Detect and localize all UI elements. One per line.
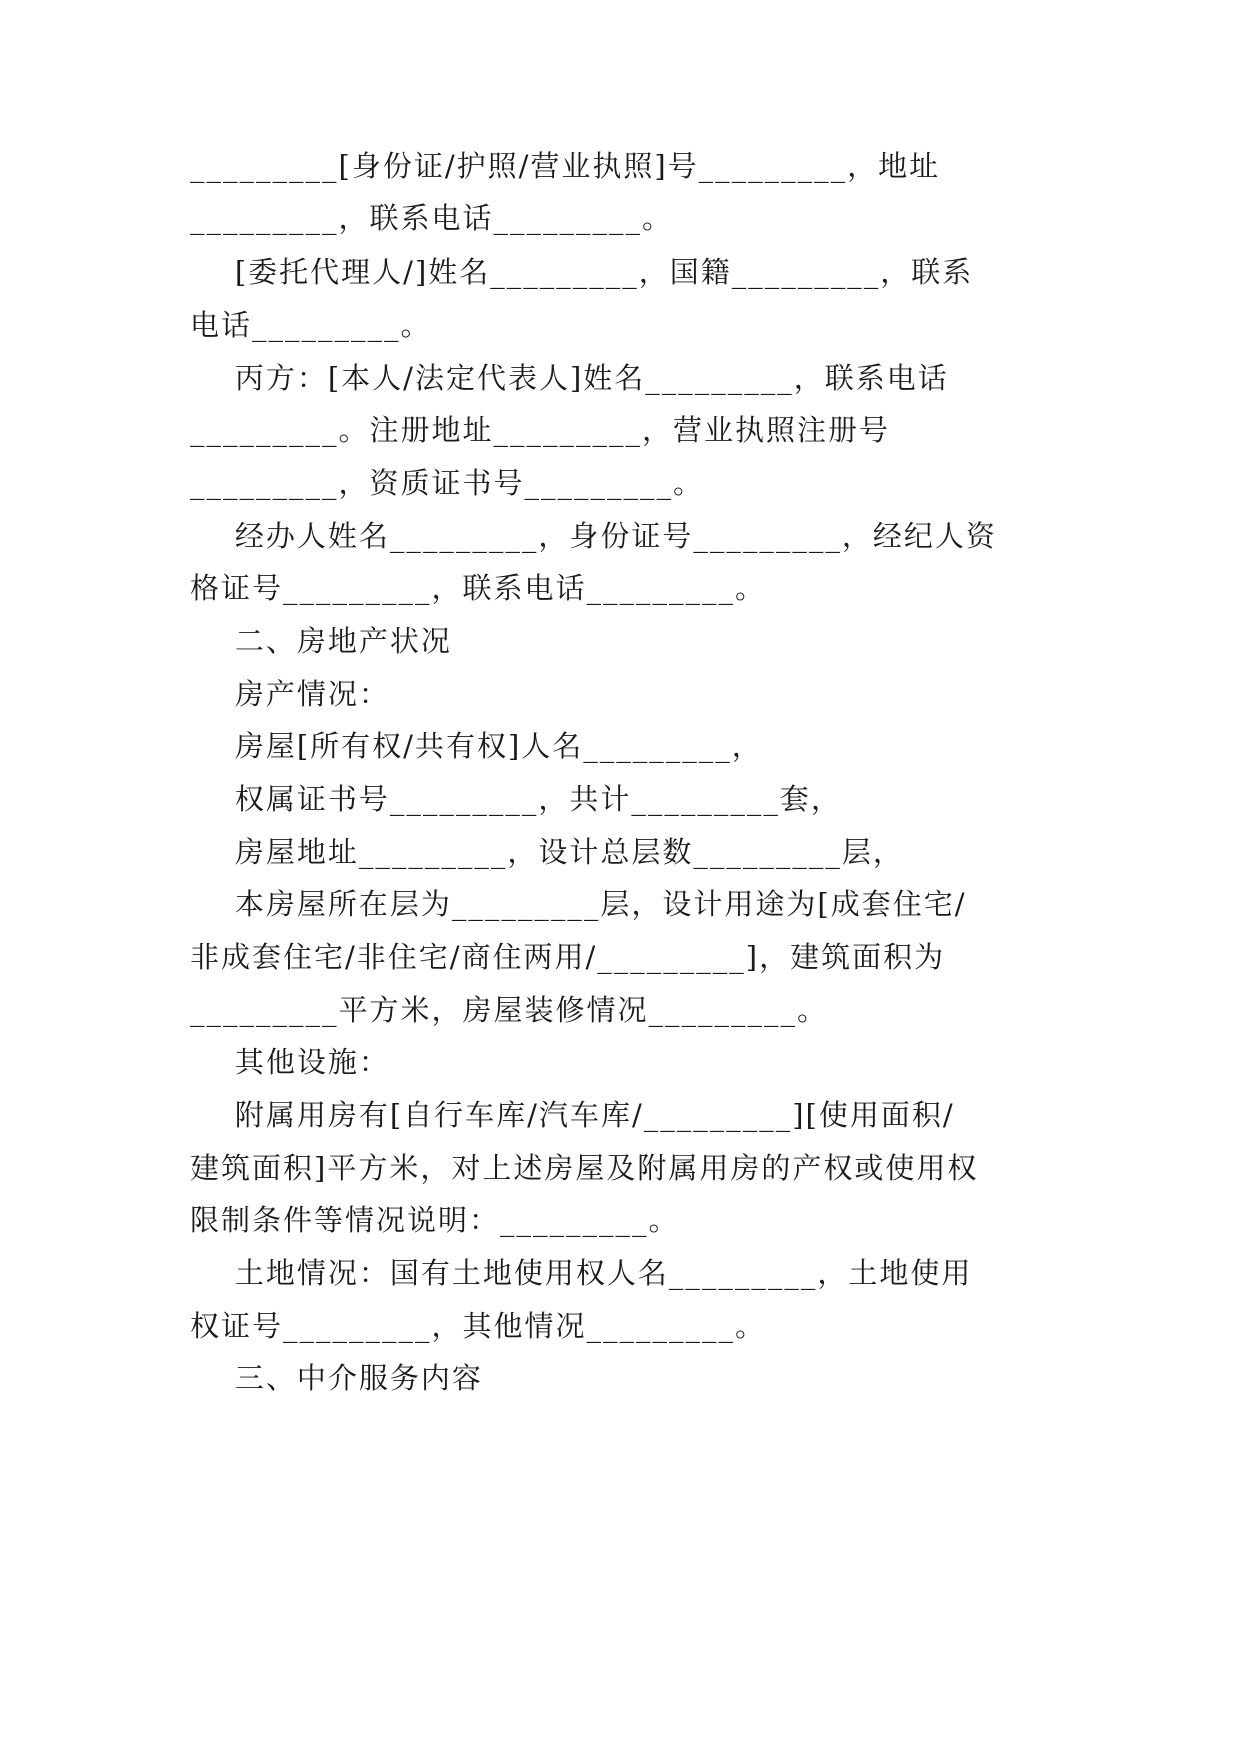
- text-line: 土地情况：国有土地使用权人名_________，土地使用: [190, 1256, 973, 1290]
- text-line: 建筑面积]平方米，对上述房屋及附属用房的产权或使用权: [190, 1151, 979, 1185]
- text-line: 房产情况：: [190, 677, 390, 711]
- text-line: 权证号_________，其他情况_________。: [190, 1309, 767, 1343]
- text-line: 权属证书号_________，共计_________套，: [190, 782, 842, 816]
- text-line: 丙方：[本人/法定代表人]姓名_________，联系电话: [190, 361, 949, 395]
- section-heading: 三、中介服务内容: [190, 1361, 483, 1395]
- text-line: _________，联系电话_________。: [190, 201, 674, 235]
- text-line: 限制条件等情况说明：_________。: [190, 1203, 680, 1237]
- text-line: _________[身份证/护照/营业执照]号_________，地址: [190, 149, 941, 183]
- section-heading: 二、房地产状况: [190, 624, 452, 658]
- text-line: 非成套住宅/非住宅/商住两用/_________]，建筑面积为: [190, 940, 946, 974]
- text-line: 房屋地址_________，设计总层数_________层，: [190, 835, 904, 869]
- text-line: 经办人姓名_________，身份证号_________，经纪人资: [190, 519, 997, 553]
- text-line: _________平方米，房屋装修情况_________。: [190, 993, 829, 1027]
- text-line: 本房屋所在层为_________层，设计用途为[成套住宅/: [190, 887, 967, 921]
- text-line: 房屋[所有权/共有权]人名_________，: [190, 729, 763, 763]
- text-line: 附属用房有[自行车库/汽车库/_________][使用面积/: [190, 1098, 955, 1132]
- text-line: _________。注册地址_________，营业执照注册号: [190, 413, 891, 447]
- text-line: _________，资质证书号_________。: [190, 466, 705, 500]
- text-line: 电话_________。: [190, 308, 432, 342]
- text-line: [委托代理人/]姓名_________，国籍_________，联系: [190, 255, 974, 289]
- text-line: 格证号_________，联系电话_________。: [190, 571, 767, 605]
- text-line: 其他设施：: [190, 1045, 390, 1079]
